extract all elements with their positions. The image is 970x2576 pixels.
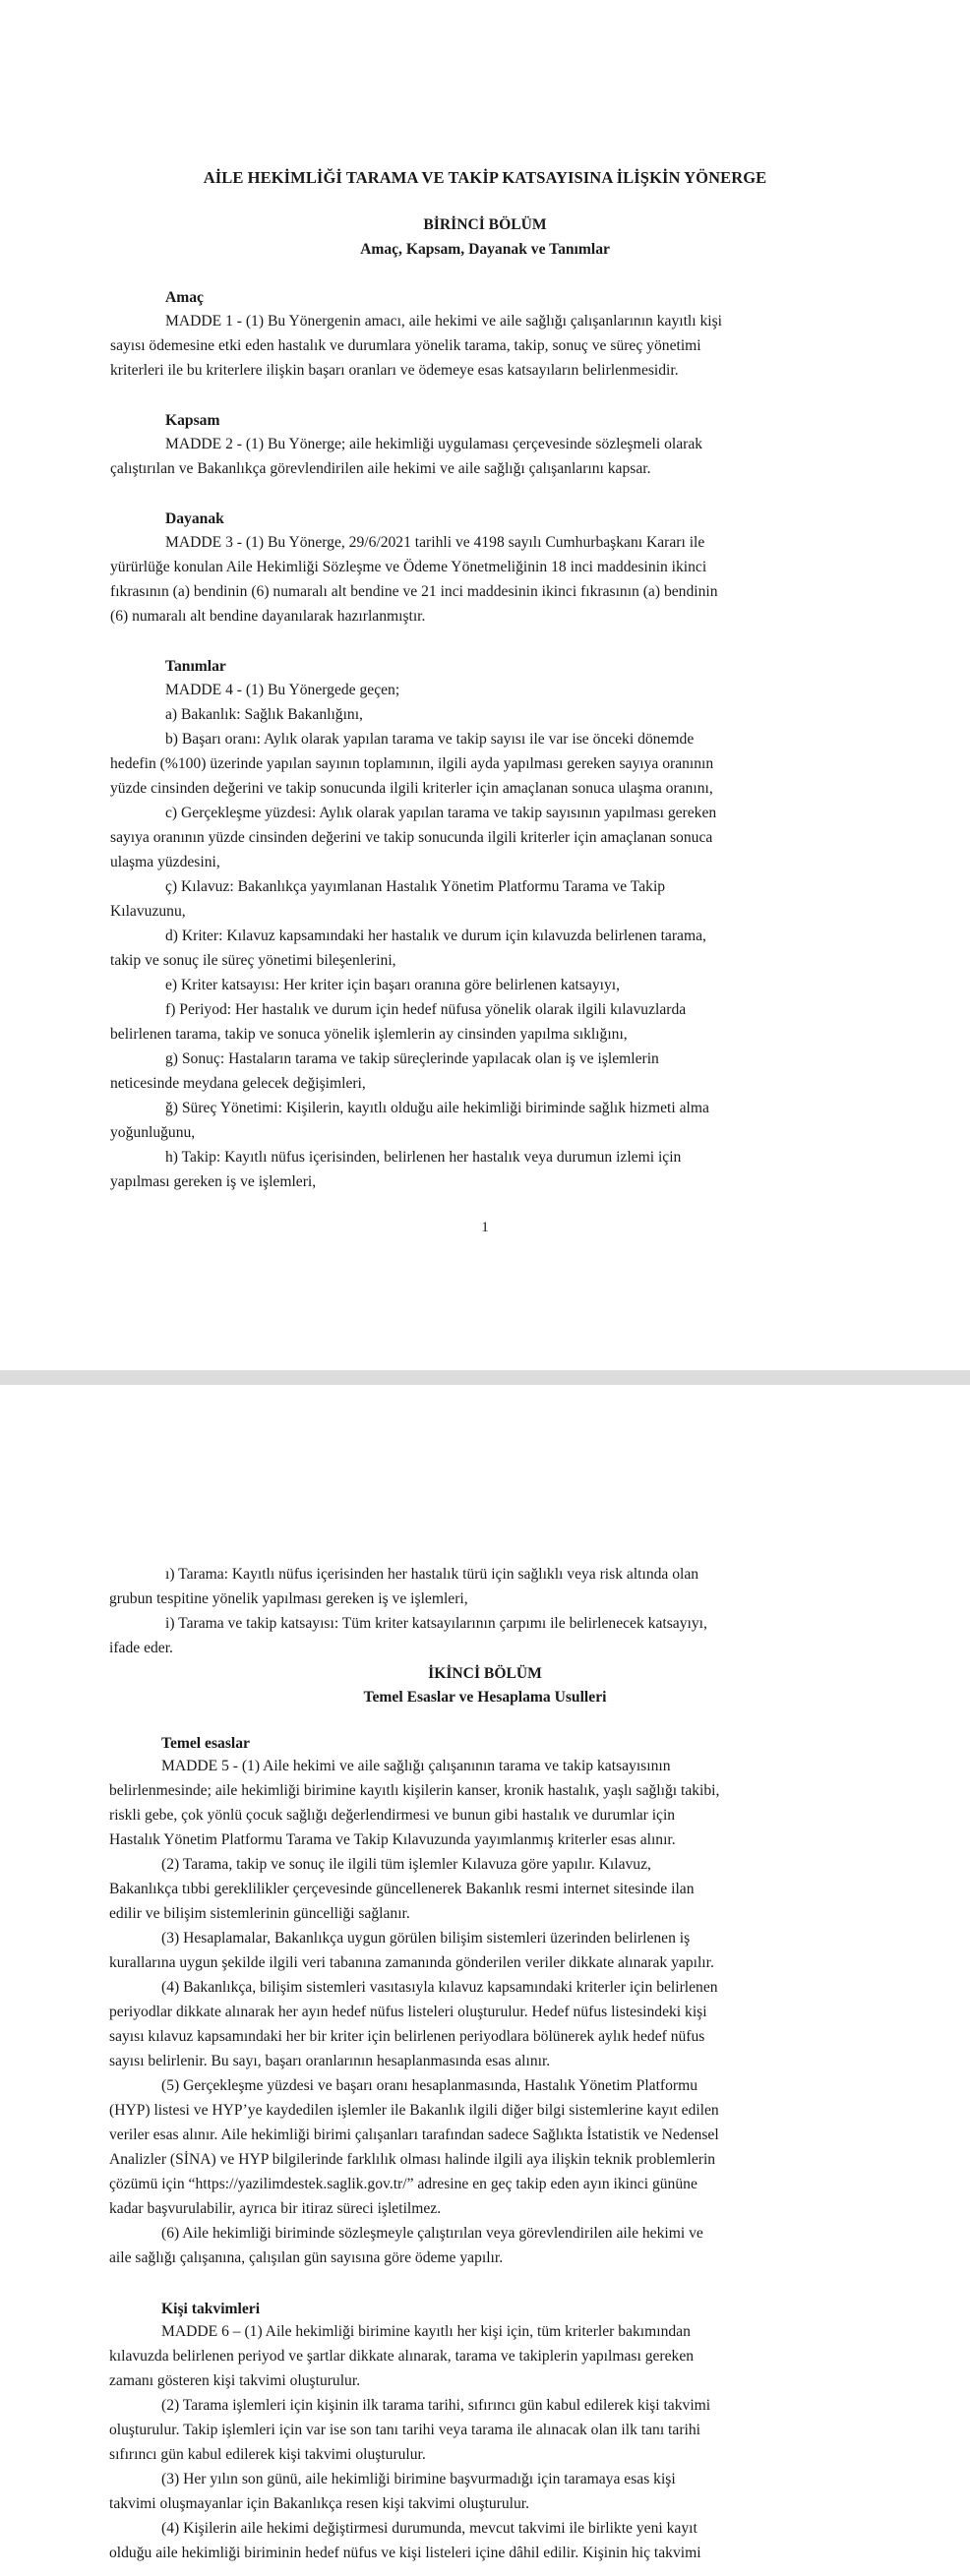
- paragraph-line: (2) Tarama işlemleri için kişinin ilk tarama tarihi, sıfırıncı gün kabul edilerek kişi takvimi: [161, 2397, 711, 2414]
- document-page-2: [0, 1385, 970, 2576]
- heading-kapsam: Kapsam: [165, 412, 220, 429]
- heading-temel-esaslar: Temel esaslar: [161, 1735, 250, 1752]
- paragraph-line: olduğu aile hekimliği biriminin hedef nüfus ve kişi listeleri içine dâhil edilir. Kişinin hiç takvimi: [109, 2545, 701, 2561]
- paragraph-line: riskli gebe, çok yönlü çocuk sağlığı değerlendirmesi ve bunun gibi hastalık ve durumlar için: [109, 1807, 676, 1824]
- paragraph-line: sıfırıncı gün kabul edilerek kişi takvimi oluşturulur.: [109, 2446, 426, 2463]
- definition-line: ğ) Süreç Yönetimi: Kişilerin, kayıtlı olduğu aile hekimliği biriminde sağlık hizmeti alma: [165, 1100, 709, 1116]
- paragraph-line: (4) Kişilerin aile hekimi değiştirmesi durumunda, mevcut takvimi ile birlikte yeni kayıt: [161, 2520, 697, 2537]
- definition-line: belirlenen tarama, takip ve sonuca yönelik işlemlerin ay cinsinden yapılma sıklığını,: [110, 1026, 628, 1043]
- definition-line: a) Bakanlık: Sağlık Bakanlığını,: [165, 706, 363, 723]
- definition-line: ulaşma yüzdesini,: [110, 854, 220, 870]
- definition-line: yapılması gereken iş ve işlemleri,: [110, 1173, 317, 1190]
- paragraph-line: (6) numaralı alt bendine dayanılarak hazırlanmıştır.: [110, 608, 426, 625]
- paragraph-line: Bakanlıkça tıbbi gereklilikler çerçevesinde güncellenerek Bakanlık resmi internet sitesinde ilan: [109, 1881, 695, 1897]
- definition-line: c) Gerçekleşme yüzdesi: Aylık olarak yapılan tarama ve takip sayısının yapılması gereken: [165, 805, 717, 821]
- paragraph-line: MADDE 2 - (1) Bu Yönerge; aile hekimliği uygulaması çerçevesinde sözleşmeli olarak: [165, 436, 703, 452]
- paragraph-line: (5) Gerçekleşme yüzdesi ve başarı oranı hesaplanmasında, Hastalık Yönetim Platformu: [161, 2077, 698, 2094]
- definition-line: grubun tespitine yönelik yapılması gereken iş ve işlemleri,: [109, 1590, 468, 1607]
- paragraph-line: kılavuzda belirlenen periyod ve şartlar dikkate alınarak, tarama ve takiplerin yapılması gereken: [109, 2348, 695, 2365]
- paragraph-line: sayısı belirlenir. Bu sayı, başarı oranlarının hesaplanmasında esas alınır.: [109, 2053, 551, 2069]
- definition-line: d) Kriter: Kılavuz kapsamındaki her hastalık ve durum için kılavuzda belirlenen tarama,: [165, 928, 706, 944]
- definition-line: ifade eder.: [109, 1640, 173, 1656]
- paragraph-line: sayısı kılavuz kapsamındaki her bir kriter için belirlenen periyodlara bölünerek aylık hedef nüfus: [109, 2028, 705, 2045]
- paragraph-line: (2) Tarama, takip ve sonuç ile ilgili tüm işlemler Kılavuza göre yapılır. Kılavuz,: [161, 1856, 651, 1873]
- heading-kisi-takvimleri: Kişi takvimleri: [161, 2301, 261, 2317]
- definition-line: ı) Tarama: Kayıtlı nüfus içerisinden her hastalık türü için sağlıklı veya risk altında olan: [165, 1566, 699, 1583]
- paragraph-line: (6) Aile hekimliği biriminde sözleşmeyle çalıştırılan veya görevlendirilen aile hekimi ve: [161, 2225, 703, 2242]
- paragraph-line: kurallarına uygun şekilde ilgili veri tabanına zamanında gönderilen veriler dikkate alınarak yapılır.: [109, 1954, 714, 1971]
- paragraph-line: takvimi oluşmayanlar için Bakanlıkça resen kişi takvimi oluşturulur.: [109, 2495, 530, 2512]
- paragraph-line: Hastalık Yönetim Platformu Tarama ve Takip Kılavuzunda yayımlanmış kriterler esas alınır.: [109, 1831, 676, 1848]
- paragraph-line: oluşturulur. Takip işlemleri için var ise son tanı tarihi veya tarama ile alınacak olan ilk tanı tarihi: [109, 2422, 700, 2438]
- definition-line: f) Periyod: Her hastalık ve durum için hedef nüfusa yönelik olarak ilgili kılavuzlarda: [165, 1001, 687, 1018]
- definition-line: MADDE 4 - (1) Bu Yönergede geçen;: [165, 682, 400, 698]
- section-subtitle-2: Temel Esaslar ve Hesaplama Usulleri: [363, 1689, 607, 1706]
- paragraph-line: edilir ve bilişim sistemlerinin güncelliği sağlanır.: [109, 1905, 410, 1922]
- paragraph-line: yürürlüğe konulan Aile Hekimliği Sözleşme ve Ödeme Yönetmeliğinin 18 inci maddesinin ikinci: [110, 559, 707, 575]
- paragraph-line: Analizler (SİNA) ve HYP bilgilerinde farklılık olması halinde ilgili aya ilişkin teknik problemlerin: [109, 2151, 716, 2168]
- paragraph-line: kadar başvurulabilir, ayrıca bir itiraz süreci işletilmez.: [109, 2200, 442, 2217]
- document-title: AİLE HEKİMLİĞİ TARAMA VE TAKİP KATSAYISINA İLİŞKİN YÖNERGE: [203, 168, 767, 187]
- definition-line: hedefin (%100) üzerinde yapılan sayının toplamının, ilgili ayda yapılması gereken sayıya oranının: [110, 755, 714, 772]
- paragraph-line: zamanı gösteren kişi takvimi oluşturulur.: [109, 2372, 361, 2389]
- paragraph-line: veriler esas alınır. Aile hekimliği birimi çalışanları tarafından sadece Sağlıkta İstatistik ve Nedensel: [109, 2127, 719, 2143]
- definition-line: g) Sonuç: Hastaların tarama ve takip süreçlerinde yapılacak olan iş ve işlemlerin: [165, 1050, 659, 1067]
- definition-line: i) Tarama ve takip katsayısı: Tüm kriter katsayılarının çarpımı ile belirlenecek katsayıyı,: [165, 1615, 707, 1632]
- paragraph-line: belirlenmesinde; aile hekimliği birimine kayıtlı kişilerin kanser, kronik hastalık, yaşlı sağlığı takibi,: [109, 1782, 720, 1799]
- definition-line: yüzde cinsinden değerini ve takip sonucunda ilgili kriterler için amaçlanan sonuca ulaşma oranını,: [110, 780, 713, 797]
- definition-line: takip ve sonuç ile süreç yönetimi bileşenlerini,: [110, 952, 396, 969]
- definition-line: e) Kriter katsayısı: Her kriter için başarı oranına göre belirlenen katsayıyı,: [165, 977, 621, 993]
- section-title-2: İKİNCİ BÖLÜM: [428, 1665, 542, 1682]
- paragraph-line: fıkrasının (a) bendinin (6) numaralı alt bendine ve 21 inci maddesinin ikinci fıkrasının (a) bendinin: [110, 583, 718, 600]
- paragraph-line: (HYP) listesi ve HYP’ye kaydedilen işlemler ile Bakanlık ilgili diğer bilgi sistemlerine kayıt edilen: [109, 2102, 719, 2119]
- definition-line: ç) Kılavuz: Bakanlıkça yayımlanan Hastalık Yönetim Platformu Tarama ve Takip: [165, 878, 666, 895]
- paragraph-line: (4) Bakanlıkça, bilişim sistemleri vasıtasıyla kılavuz kapsamındaki kriterler için belirlenen: [161, 1979, 718, 1996]
- heading-amac: Amaç: [165, 289, 204, 306]
- definition-line: b) Başarı oranı: Aylık olarak yapılan tarama ve takip sayısı ile var ise önceki dönemde: [165, 731, 695, 748]
- paragraph-line: MADDE 1 - (1) Bu Yönergenin amacı, aile hekimi ve aile sağlığı çalışanlarının kayıtlı kişi: [165, 313, 722, 329]
- heading-tanimlar: Tanımlar: [165, 658, 226, 675]
- definition-line: neticesinde meydana gelecek değişimleri,: [110, 1075, 366, 1092]
- paragraph-line: aile sağlığı çalışanına, çalışılan gün sayısına göre ödeme yapılır.: [109, 2249, 504, 2266]
- paragraph-line: çözümü için “https://yazilimdestek.saglik.gov.tr/” adresine en geç takip eden ayın ikinci gününe: [109, 2176, 697, 2192]
- paragraph-line: (3) Hesaplamalar, Bakanlıkça uygun görülen bilişim sistemleri üzerinden belirlenen iş: [161, 1930, 691, 1947]
- paragraph-line: sayısı ödemesine etki eden hastalık ve durumlara yönelik tarama, takip, sonuç ve süreç yönetimi: [110, 337, 701, 354]
- definition-line: h) Takip: Kayıtlı nüfus içerisinden, belirlenen her hastalık veya durumun izlemi için: [165, 1149, 682, 1166]
- paragraph-line: kriterleri ile bu kriterlere ilişkin başarı oranları ve ödemeye esas katsayıların belirlenmesidir.: [110, 362, 679, 379]
- paragraph-line: periyodlar dikkate alınarak her ayın hedef nüfus listeleri oluşturulur. Hedef nüfus listesindeki kişi: [109, 2004, 707, 2020]
- paragraph-line: MADDE 3 - (1) Bu Yönerge, 29/6/2021 tarihli ve 4198 sayılı Cumhurbaşkanı Kararı ile: [165, 534, 705, 551]
- definition-line: Kılavuzunu,: [110, 903, 186, 920]
- page-number: 1: [481, 1220, 489, 1235]
- definition-line: yoğunluğunu,: [110, 1124, 196, 1141]
- definition-line: sayıya oranının yüzde cinsinden değerini ve takip sonucunda ilgili kriterler için amaçlanan sonuca: [110, 829, 713, 846]
- paragraph-line: (3) Her yılın son günü, aile hekimliği birimine başvurmadığı için taramaya esas kişi: [161, 2471, 676, 2487]
- paragraph-line: MADDE 5 - (1) Aile hekimi ve aile sağlığı çalışanının tarama ve takip katsayısının: [161, 1758, 671, 1774]
- paragraph-line: çalıştırılan ve Bakanlıkça görevlendirilen aile hekimi ve aile sağlığı çalışanlarını kapsar.: [110, 460, 651, 477]
- section-title: BİRİNCİ BÖLÜM: [423, 216, 547, 233]
- section-subtitle: Amaç, Kapsam, Dayanak ve Tanımlar: [360, 241, 610, 258]
- page-separator: [0, 1370, 970, 1385]
- heading-dayanak: Dayanak: [165, 510, 224, 527]
- paragraph-line: MADDE 6 – (1) Aile hekimliği birimine kayıtlı her kişi için, tüm kriterler bakımından: [161, 2323, 691, 2340]
